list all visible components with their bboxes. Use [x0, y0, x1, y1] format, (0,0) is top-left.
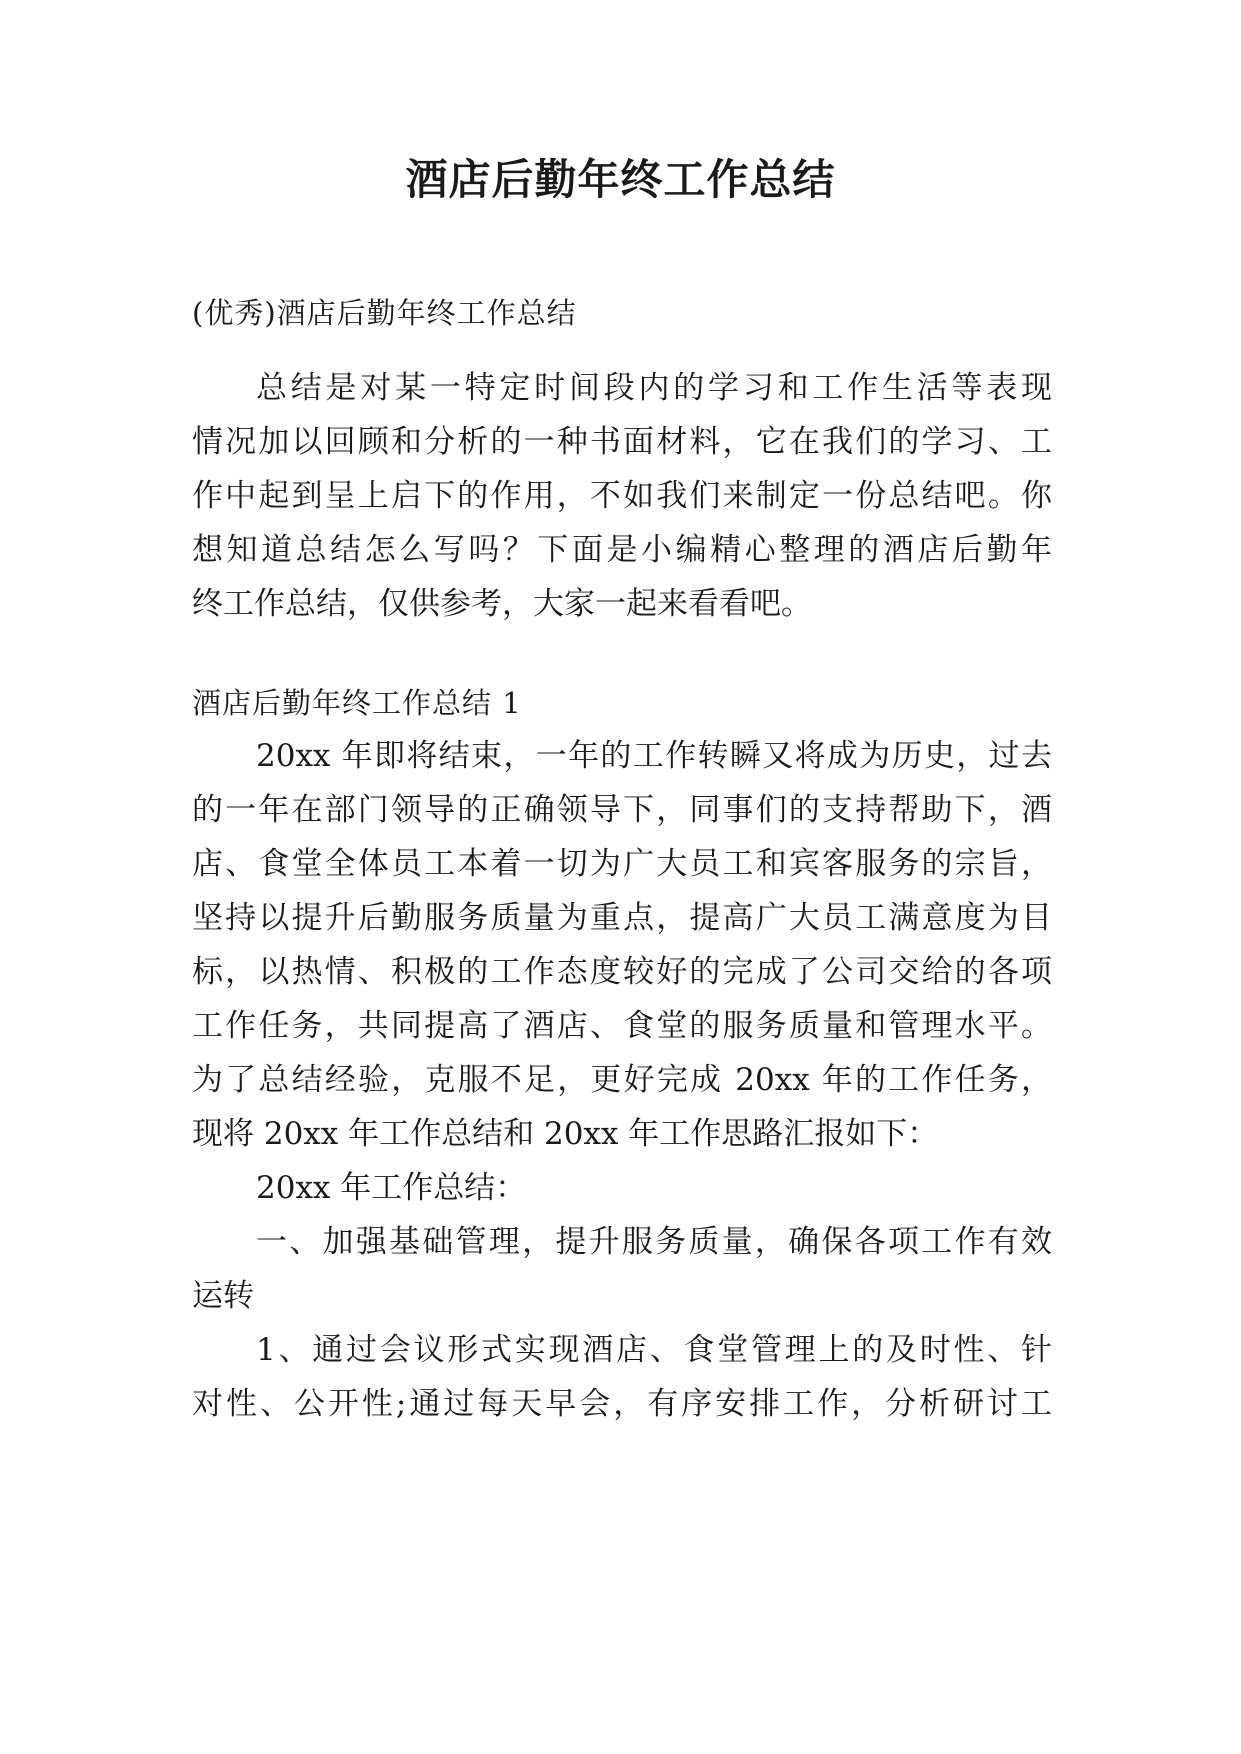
document-title: 酒店后勤年终工作总结 [405, 155, 836, 204]
document-subtitle: (优秀)酒店后勤年终工作总结 [192, 296, 577, 330]
intro-line: 作中起到呈上启下的作用，不如我们来制定一份总结吧。你 [192, 478, 1052, 514]
intro-line: 情况加以回顾和分析的一种书面材料，它在我们的学习、工 [192, 424, 1052, 460]
intro-line: 总结是对某一特定时间段内的学习和工作生活等表现 [256, 370, 1052, 406]
body-line: 一、加强基础管理，提升服务质量，确保各项工作有效 [256, 1224, 1052, 1260]
body-line: 坚持以提升后勤服务质量为重点，提高广大员工满意度为目 [192, 900, 1052, 936]
body-line: 对性、公开性;通过每天早会，有序安排工作，分析研讨工 [192, 1386, 1052, 1422]
body-line: 20xx 年即将结束，一年的工作转瞬又将成为历史，过去 [256, 738, 1052, 774]
body-line: 标，以热情、积极的工作态度较好的完成了公司交给的各项 [192, 954, 1052, 990]
body-line: 店、食堂全体员工本着一切为广大员工和宾客服务的宗旨， [192, 846, 1052, 882]
body-line: 20xx 年工作总结： [256, 1170, 527, 1206]
body-line: 工作任务，共同提高了酒店、食堂的服务质量和管理水平。 [192, 1008, 1052, 1044]
intro-line: 想知道总结怎么写吗？下面是小编精心整理的酒店后勤年 [192, 532, 1052, 568]
section-heading: 酒店后勤年终工作总结 1 [192, 686, 522, 720]
body-line: 的一年在部门领导的正确领导下，同事们的支持帮助下，酒 [192, 792, 1052, 828]
intro-line: 终工作总结，仅供参考，大家一起来看看吧。 [192, 586, 812, 622]
body-line: 现将 20xx 年工作总结和 20xx 年工作思路汇报如下： [192, 1116, 939, 1152]
body-line: 1、通过会议形式实现酒店、食堂管理上的及时性、针 [256, 1332, 1052, 1368]
body-line: 为了总结经验，克服不足，更好完成 20xx 年的工作任务， [192, 1062, 1052, 1098]
body-line: 运转 [192, 1278, 254, 1314]
